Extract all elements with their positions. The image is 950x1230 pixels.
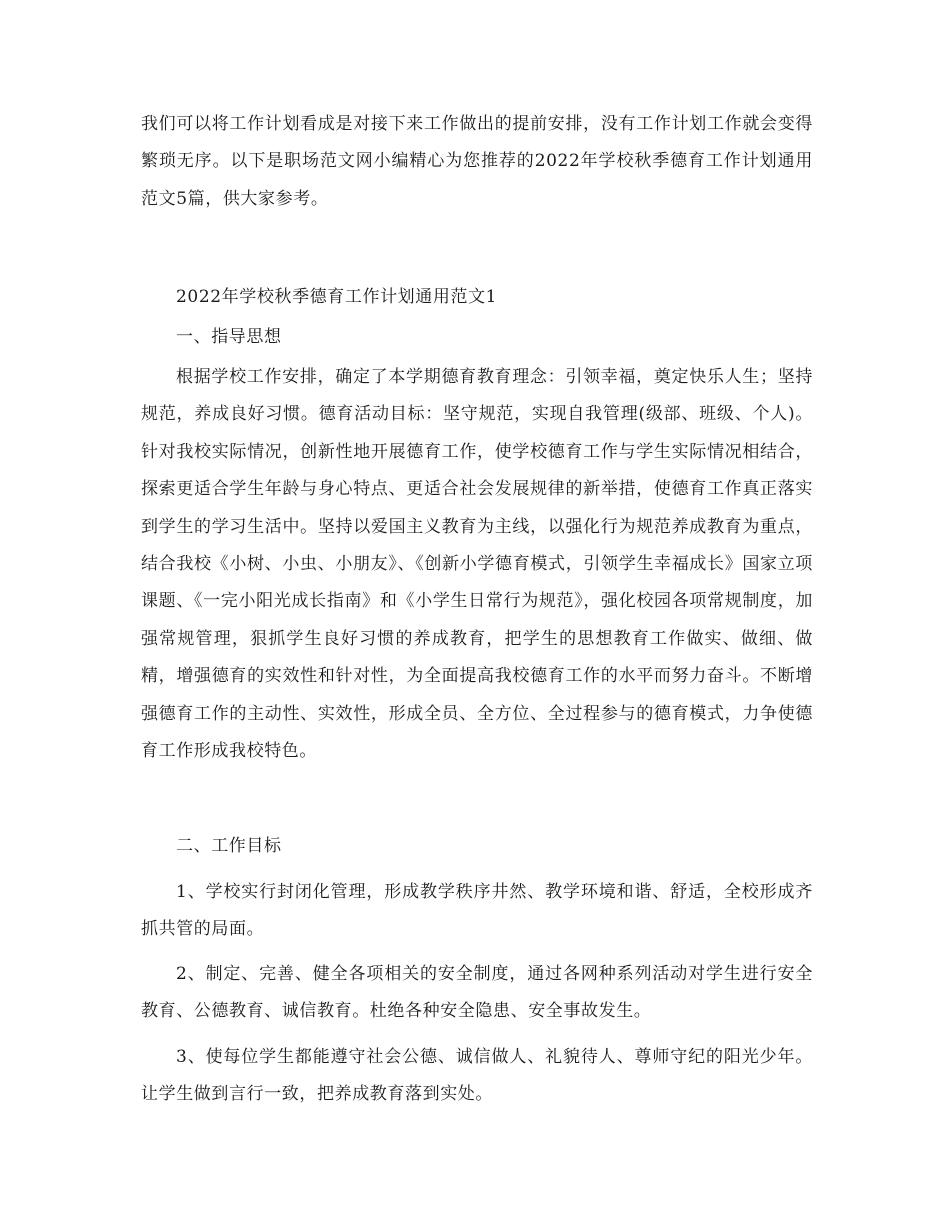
goal-item-2: 2、制定、完善、健全各项相关的安全制度，通过各网种系列活动对学生进行安全教育、公德教育、诚信教育。杜绝各种安全隐患、安全事故发生。 [141, 964, 813, 1022]
section-body-guiding-ideology: 根据学校工作安排，确定了本学期德育教育理念：引领幸福，奠定快乐人生；坚持规范，养成良好习惯。德育活动目标：坚守规范，实现自我管理(级部、班级、个人)。针对我校实际情况，创新性地开展德育工作，使学校德育工作与学生实际情况相结合，探索更适合学生年龄与身心特点、更适合社会发展规律的新举措，使德育工作真正落实到学生的学习生活中。坚持以爱国主义教育为主线，以强化行为规范养成教育为重点，结合我校《小树、小虫、小朋友》、《创新小学德育模式，引领学生幸福成长》国家立项课题、《一完小阳光成长指南》和《小学生日常行为规范》，强化校园各项常规制度，加强常规管理，狠抓学生良好习惯的养成教育，把学生的思想教育工作做实、做细、做精，增强德育的实效性和针对性，为全面提高我校德育工作的水平而努力奋斗。不断增强德育工作的主动性、实效性，形成全员、全方位、全过程参与的德育模式，力争使德育工作形成我校特色。 [141, 367, 813, 762]
document-title: 2022年学校秋季德育工作计划通用范文1 [176, 287, 498, 307]
section-heading-work-goals: 二、工作目标 [176, 836, 282, 856]
goal-item-3: 3、使每位学生都能遵守社会公德、诚信做人、礼貌待人、尊师守纪的阳光少年。让学生做到言行一致，把养成教育落到实处。 [141, 1047, 813, 1105]
goal-item-1: 1、学校实行封闭化管理，形成教学秩序井然、教学环境和谐、舒适，全校形成齐抓共管的局面。 [141, 882, 813, 940]
intro-paragraph: 我们可以将工作计划看成是对接下来工作做出的提前安排，没有工作计划工作就会变得繁琐无序。以下是职场范文网小编精心为您推荐的2022年学校秋季德育工作计划通用范文5篇，供大家参考。 [141, 114, 813, 209]
section-heading-guiding-ideology: 一、指导思想 [176, 327, 282, 347]
